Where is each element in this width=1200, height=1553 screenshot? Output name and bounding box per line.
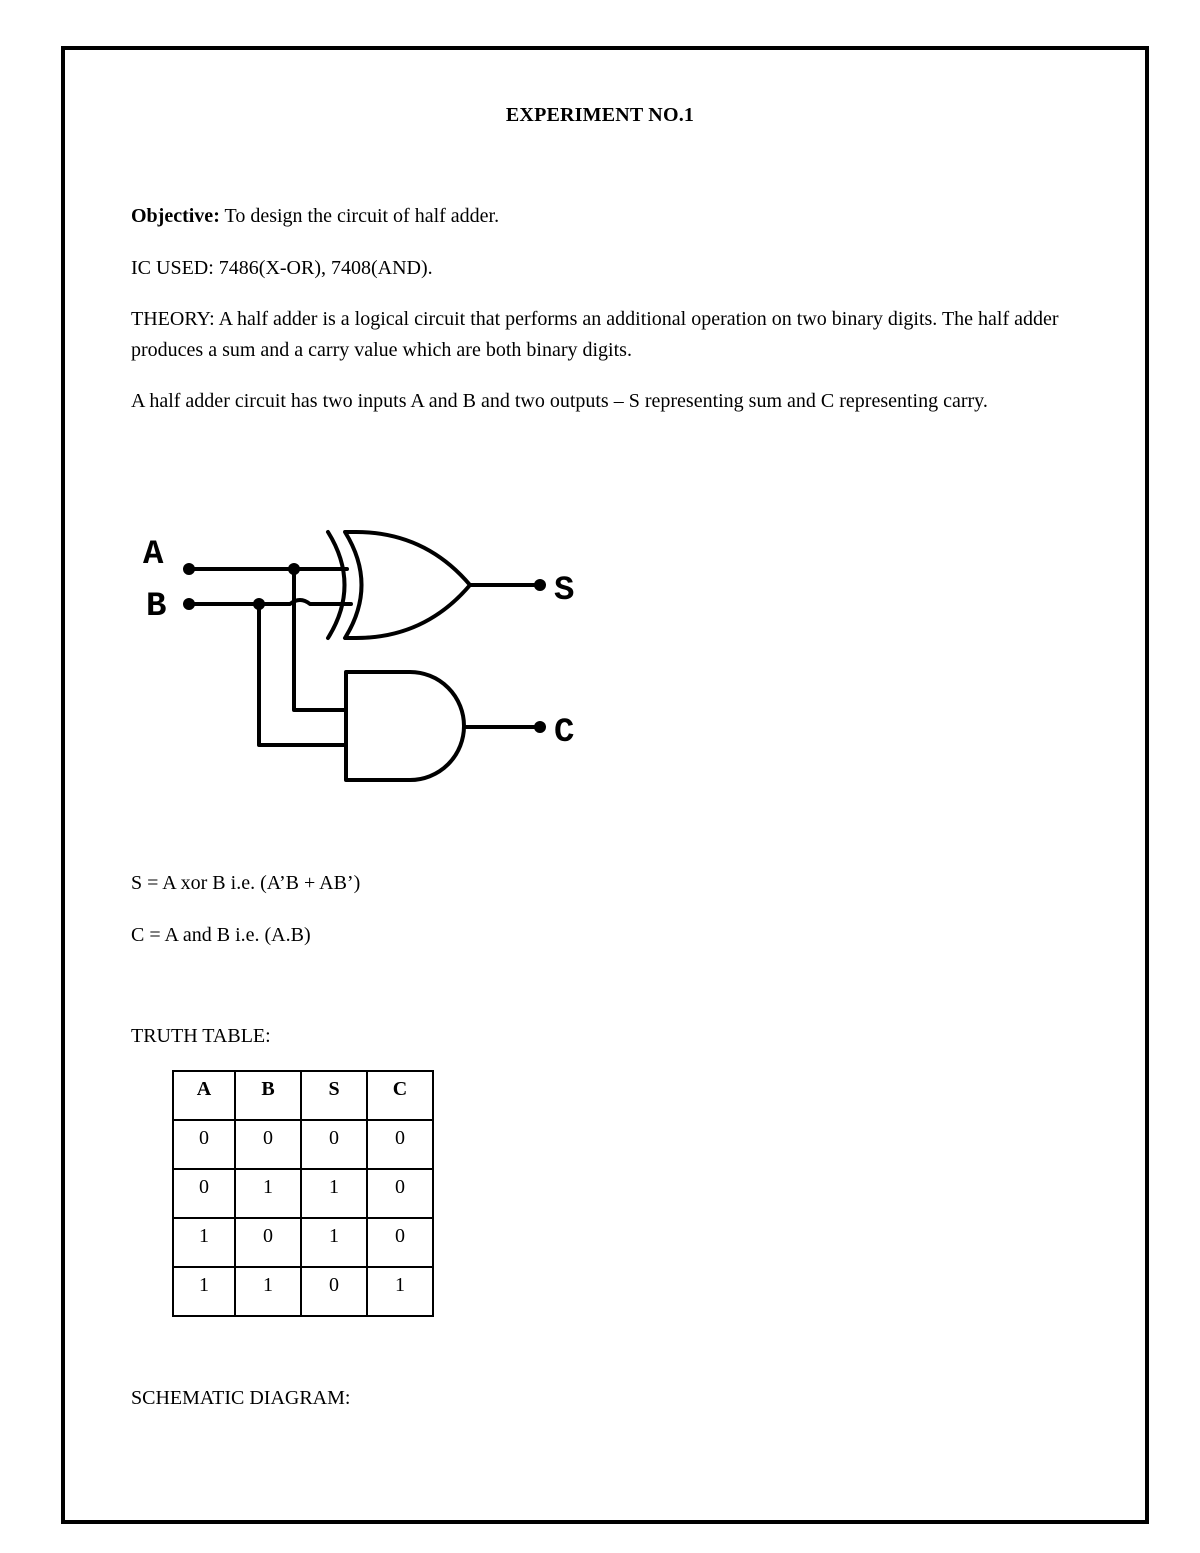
table-cell: 1 [235,1169,301,1218]
equation-sum: S = A xor B i.e. (A’B + AB’) [131,872,361,894]
truth-table [172,1070,434,1317]
header-s: S [301,1071,367,1120]
header-a: A [173,1071,235,1120]
table-row [173,1267,433,1316]
xor-input-curve [328,532,345,638]
truth-table-heading: TRUTH TABLE: [131,1025,271,1047]
table-cell: 0 [173,1169,235,1218]
label-input-b: B [146,588,167,626]
header-c: C [367,1071,433,1120]
table-cell: 0 [173,1120,235,1169]
table-cell: 1 [173,1218,235,1267]
half-adder-circuit-diagram [130,520,600,790]
table-cell: 0 [301,1267,367,1316]
xor-gate [345,532,470,638]
and-gate [346,672,464,780]
node-a-junction [288,563,300,575]
table-cell: 0 [301,1120,367,1169]
schematic-heading: SCHEMATIC DIAGRAM: [131,1387,351,1409]
table-row [173,1120,433,1169]
equation-carry: C = A and B i.e. (A.B) [131,924,311,946]
wire-b [189,600,351,604]
node-c-output [534,721,546,733]
wire-a-to-and [294,569,346,710]
label-output-s: S [554,572,575,610]
table-cell: 0 [367,1169,433,1218]
table-cell: 0 [235,1218,301,1267]
page-title: EXPERIMENT NO.1 [505,104,695,126]
table-cell: 0 [367,1120,433,1169]
label-output-c: C [554,714,575,752]
node-s-output [534,579,546,591]
node-b-junction [253,598,265,610]
table-row [173,1169,433,1218]
node-b-input [183,598,195,610]
table-cell: 1 [301,1218,367,1267]
table-cell: 1 [235,1267,301,1316]
header-b: B [235,1071,301,1120]
ic-used-line: IC USED: 7486(X-OR), 7408(AND). [131,257,433,279]
table-cell: 1 [301,1169,367,1218]
table-cell: 1 [367,1267,433,1316]
description-paragraph: A half adder circuit has two inputs A and B and two outputs – S representing sum and C representing carry. [131,390,988,412]
label-input-a: A [143,536,164,574]
objective-line [131,201,1101,232]
table-cell: 0 [367,1218,433,1267]
table-row [173,1218,433,1267]
table-cell: 1 [173,1267,235,1316]
objective-label: Objective: [131,205,220,227]
node-a-input [183,563,195,575]
theory-paragraph: THEORY: A half adder is a logical circuit that performs an additional operation on two binary digits. The half adder produces a sum and a carry value which are both binary digits. [131,308,1059,361]
truth-table-header-row [173,1071,433,1120]
table-cell: 0 [235,1120,301,1169]
objective-text: To design the circuit of half adder. [219,205,500,227]
